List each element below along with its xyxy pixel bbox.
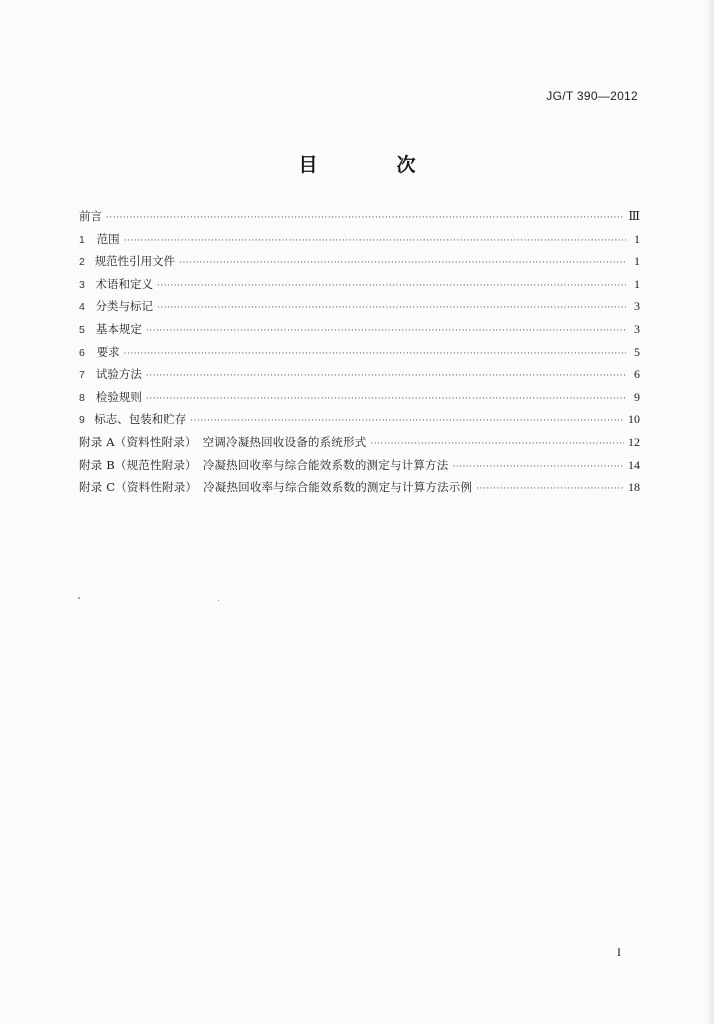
toc-entry-9[interactable] [79,408,640,431]
toc-entry-page: 5 [634,344,640,359]
toc-leader-dots [146,388,626,411]
toc-entry-label: 试验方法 [95,367,142,382]
toc-entry-page: 1 [634,276,640,291]
toc-entry-label: 范围 [96,231,120,246]
toc-leader-dots [106,207,624,230]
toc-entry-2[interactable] [79,250,640,273]
toc-entry-page: 6 [634,367,640,382]
toc-entry-label: 分类与标记 [95,299,153,314]
toc-entry-page: 12 [628,434,640,449]
toc-entry-label: 要求 [96,344,120,359]
toc-entry-label: 标志、包装和贮存 [94,412,187,427]
toc-entry-appendix-b[interactable] [79,454,640,477]
toc-entry-number: 7 [79,369,85,382]
page-number: I [617,945,621,959]
toc-entry-4[interactable] [79,295,640,318]
toc-entry-page: 18 [628,480,640,495]
toc-entry-appendix-a[interactable] [79,431,640,454]
scan-speck [78,597,80,599]
toc-entry-number: 9 [79,414,85,427]
toc-entry-label: 附录 A（资料性附录） 空调冷凝热回收设备的系统形式 [79,434,367,449]
toc-entry-label: 检验规则 [95,389,142,404]
toc-leader-dots [476,478,624,501]
toc-entry-number: 8 [79,391,85,404]
toc-entry-8[interactable] [79,386,640,409]
toc-leader-dots [157,297,626,320]
toc-entry-page: 3 [634,299,640,314]
toc-entry-5[interactable] [79,318,640,341]
toc-entry-7[interactable] [79,363,640,386]
toc-entry-page: 1 [634,231,640,246]
toc-entry-number: 2 [79,256,85,269]
standard-code: JG/T 390—2012 [546,89,638,103]
toc-entry-number: 5 [79,323,85,336]
toc-entry-6[interactable] [79,341,640,364]
toc-entry-label: 术语和定义 [95,276,153,291]
toc-leader-dots [146,320,626,343]
toc-leader-dots [370,433,624,456]
toc-entry-number: 3 [79,278,85,291]
toc-leader-dots [157,275,626,298]
toc-entry-page: 9 [634,389,640,404]
toc-entry-label: 基本规定 [95,321,142,336]
toc-entry-number: 4 [79,301,85,314]
toc-entry-label: 规范性引用文件 [94,254,176,269]
toc-leader-dots [124,230,626,253]
toc-leader-dots [452,456,624,479]
toc-entry-page: 3 [634,321,640,336]
toc-leader-dots [179,252,626,275]
toc-entry-label: 前言 [79,209,102,223]
toc-entry-number: 1 [79,233,85,246]
toc-entry-3[interactable] [79,273,640,296]
toc-entry-label: 附录 C（资料性附录） 冷凝热回收率与综合能效系数的测定与计算方法示例 [79,480,473,495]
toc-entry-appendix-c[interactable] [79,476,640,499]
toc-entry-label: 附录 B（规范性附录） 冷凝热回收率与综合能效系数的测定与计算方法 [79,457,449,472]
toc-entry-page: 10 [628,412,640,427]
toc-entry-number: 6 [79,346,85,359]
table-of-contents [79,205,640,499]
toc-entry-page: 14 [628,457,640,472]
toc-leader-dots [146,365,626,388]
toc-entry-1[interactable] [79,228,640,251]
page-title: 目 次 [298,154,446,176]
toc-entry-preface[interactable] [79,205,640,228]
scan-speck [218,600,219,601]
toc-leader-dots [124,343,626,366]
toc-entry-page: Ⅲ [628,209,640,223]
toc-entry-page: 1 [634,254,640,269]
toc-leader-dots [190,410,624,433]
